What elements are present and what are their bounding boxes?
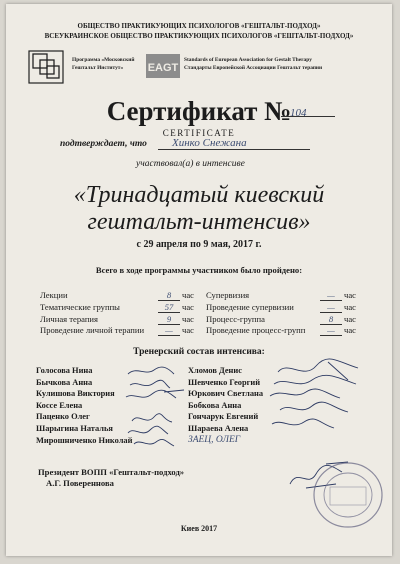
president-title: Президент ВОПП «Гештальт-подход» bbox=[38, 467, 185, 477]
hours-unit: час bbox=[182, 301, 194, 312]
participated-label: участвовал(а) в интенсиве bbox=[136, 159, 245, 169]
standards-line2: Стандарты Европейской Ассоциации Гештальт терапии bbox=[184, 65, 323, 71]
footer-place-year: Киев 2017 bbox=[180, 524, 218, 533]
trainer-name: Шевченко Георгий bbox=[188, 377, 261, 387]
participant-name: Хинко Снежана bbox=[172, 137, 247, 149]
trainers-title: Тренерский состав интенсива: bbox=[133, 347, 265, 357]
hours-label: Супервизия bbox=[206, 290, 250, 300]
certificate-page bbox=[6, 4, 392, 556]
hours-unit: час bbox=[344, 301, 356, 312]
hours-value: 57 bbox=[158, 302, 180, 313]
hours-value: 8 bbox=[320, 314, 342, 325]
trainer-name: Гончарук Евгений bbox=[188, 412, 259, 422]
standards-line1: Standards of European Association for Gestalt Therapy bbox=[184, 57, 312, 63]
eagt-logo-icon bbox=[146, 54, 180, 78]
hours-value: — bbox=[158, 325, 180, 336]
trainer-name: Коссе Елена bbox=[36, 400, 83, 410]
hours-value: 9 bbox=[158, 314, 180, 325]
hours-label: Личная терапия bbox=[40, 313, 98, 324]
trainer-name: Бычкова Анна bbox=[36, 377, 93, 387]
hours-row bbox=[40, 302, 200, 312]
program-line2: Гештальт Институт» bbox=[72, 65, 124, 71]
trainer-name: Голосова Нина bbox=[36, 366, 93, 375]
hours-unit: час bbox=[344, 325, 356, 336]
hours-row bbox=[40, 314, 200, 324]
hours-label: Лекции bbox=[40, 290, 68, 300]
hours-unit: час bbox=[182, 325, 194, 336]
hours-row bbox=[206, 325, 366, 335]
number-underline bbox=[281, 116, 335, 117]
program-line1: Программа «Московский bbox=[72, 57, 135, 63]
trainer-name: Хломов Денис bbox=[188, 366, 242, 375]
org-name-line2: ВСЕУКРАИНСКОЕ ОБЩЕСТВО ПРАКТИКУЮЩИХ ПСИХОЛОГОВ «ГЕШТАЛЬТ-ПОДХОД» bbox=[44, 32, 354, 40]
hours-label: Проведение личной терапии bbox=[40, 325, 145, 336]
certificate-number: 104 bbox=[290, 107, 307, 119]
event-title-line1: «Тринадцатый киевский bbox=[73, 182, 325, 208]
certificate-subtitle: CERTIFICATE bbox=[162, 128, 236, 138]
trainer-name: Бобкова Анна bbox=[188, 400, 242, 410]
trainers-left-column bbox=[36, 365, 132, 446]
hours-row bbox=[40, 290, 200, 300]
trainers-right-column bbox=[188, 365, 263, 446]
hours-row bbox=[206, 302, 366, 312]
hours-unit: час bbox=[344, 290, 356, 300]
hours-label: Проведение процесс-групп bbox=[206, 325, 306, 336]
name-line bbox=[158, 137, 310, 150]
hours-label: Проведение супервизии bbox=[206, 301, 294, 312]
hours-value: 8 bbox=[158, 290, 180, 301]
trainer-name: Шараева Алена bbox=[188, 423, 249, 433]
trainer-name: Шарыгина Наталья bbox=[36, 423, 113, 433]
org-name-line1: ОБЩЕСТВО ПРАКТИКУЮЩИХ ПСИХОЛОГОВ «ГЕШТАЛЬТ-ПОДХОД» bbox=[77, 22, 321, 30]
trainer-name: Юркович Светлана bbox=[188, 389, 264, 399]
president-name: А.Г. Повереннова bbox=[46, 478, 114, 488]
hours-value: — bbox=[320, 325, 342, 336]
hours-value: — bbox=[320, 290, 342, 301]
trainer-signatures-left bbox=[124, 362, 194, 452]
hours-unit: час bbox=[182, 290, 194, 300]
trainer-signatures-right bbox=[268, 358, 368, 438]
trainer-name: Паценко Олег bbox=[36, 412, 90, 422]
trainer-name: Кулишова Виктория bbox=[36, 389, 115, 399]
hours-label: Тематические группы bbox=[40, 301, 120, 312]
gestalt-logo-icon bbox=[28, 50, 64, 84]
trainer-name: Мирошниченко Николай bbox=[36, 435, 133, 445]
hours-value: — bbox=[320, 302, 342, 313]
event-dates: с 29 апреля по 9 мая, 2017 г. bbox=[136, 239, 262, 250]
hours-unit: час bbox=[182, 313, 194, 324]
hours-label: Процесс-группа bbox=[206, 313, 265, 324]
confirms-label: подтверждает, что bbox=[60, 139, 147, 149]
svg-text:EAGT: EAGT bbox=[147, 62, 179, 74]
organization-stamp-icon bbox=[310, 459, 386, 531]
certificate-title: Сертификат № bbox=[106, 96, 292, 126]
hours-unit: час bbox=[344, 313, 356, 324]
hours-row bbox=[40, 325, 200, 335]
event-title-line2: гештальт-интенсив» bbox=[87, 209, 311, 235]
hours-row bbox=[206, 290, 366, 300]
trainer-name: ЗАЕЦ, ОЛЕГ bbox=[188, 434, 241, 445]
completed-label: Всего в ходе программы участником было пройдено: bbox=[95, 265, 303, 275]
hours-row bbox=[206, 314, 366, 324]
